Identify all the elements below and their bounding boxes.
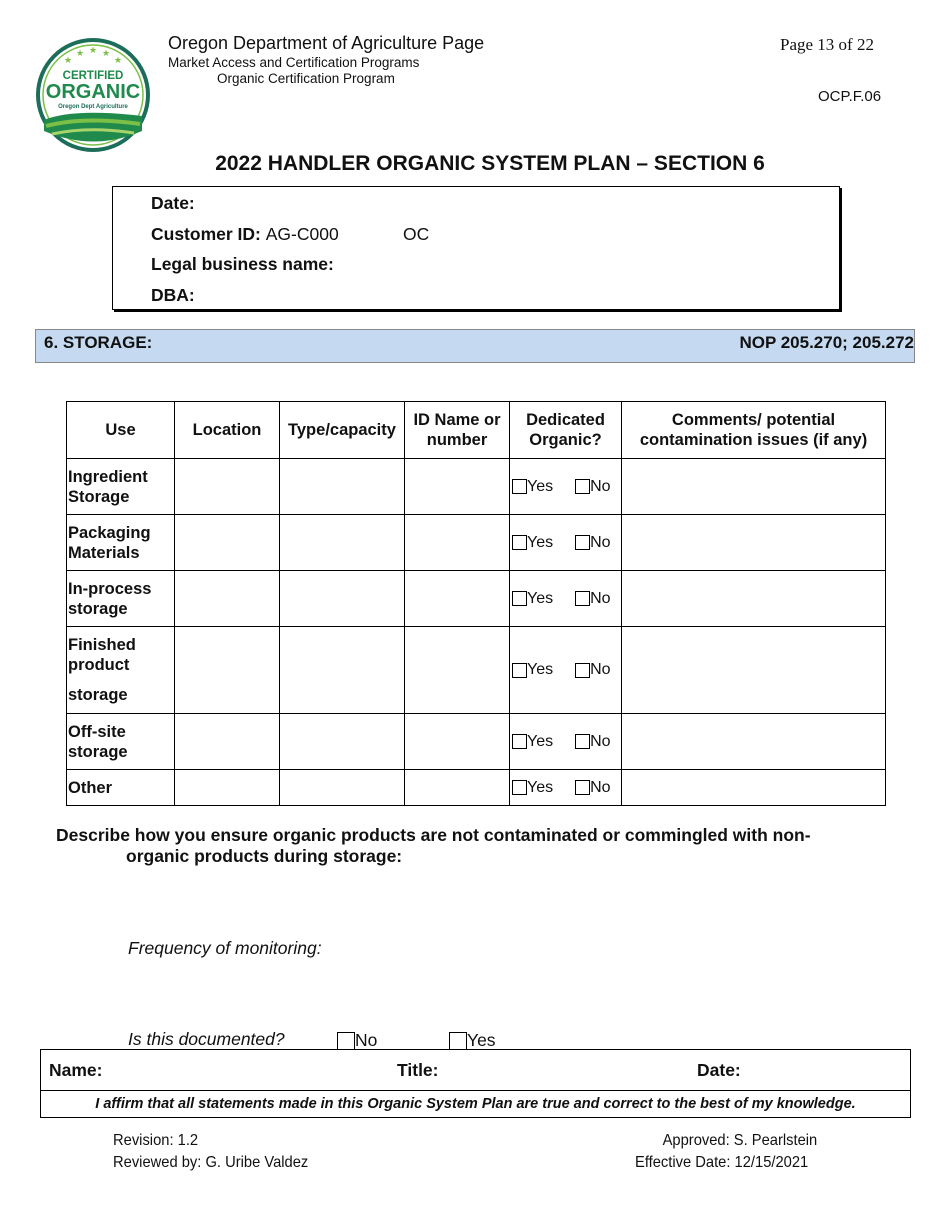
section-reference: NOP 205.270; 205.272 bbox=[739, 333, 914, 352]
agency-name: Oregon Department of Agriculture Page bbox=[168, 33, 485, 53]
svg-text:★: ★ bbox=[113, 56, 123, 66]
use-label-line2: storage bbox=[68, 599, 128, 618]
documented-question bbox=[128, 1029, 496, 1050]
table-row bbox=[67, 459, 886, 515]
storage-table bbox=[66, 401, 886, 806]
date-field[interactable] bbox=[151, 193, 195, 214]
dedicated-no-checkbox[interactable] bbox=[575, 479, 590, 494]
approved-by: Approved: S. Pearlstein bbox=[662, 1132, 818, 1149]
comments-cell[interactable] bbox=[622, 714, 886, 770]
svg-text:★: ★ bbox=[75, 49, 85, 59]
id-cell[interactable] bbox=[405, 459, 510, 515]
document-title: 2022 HANDLER ORGANIC SYSTEM PLAN – SECTION 6 bbox=[215, 152, 765, 175]
frequency-of-monitoring: Frequency of monitoring: bbox=[128, 938, 322, 958]
documented-yes-checkbox[interactable] bbox=[449, 1032, 467, 1050]
section-title: 6. STORAGE: bbox=[44, 333, 153, 352]
table-row bbox=[67, 714, 886, 770]
type-cell[interactable] bbox=[280, 515, 405, 571]
col-header-id: ID Name or number bbox=[405, 402, 510, 459]
customer-id-suffix: OC bbox=[403, 224, 430, 244]
use-cell bbox=[67, 515, 175, 571]
location-cell[interactable] bbox=[175, 459, 280, 515]
id-cell[interactable] bbox=[405, 770, 510, 806]
id-cell[interactable] bbox=[405, 714, 510, 770]
customer-id-value: AG-C000 bbox=[265, 224, 339, 244]
customer-id-field[interactable] bbox=[151, 224, 751, 245]
logo-main-text: ORGANIC bbox=[45, 81, 141, 103]
revision: Revision: 1.2 bbox=[113, 1132, 199, 1149]
name-label: Name: bbox=[49, 1060, 103, 1080]
use-cell bbox=[67, 459, 175, 515]
table-row bbox=[67, 770, 886, 806]
type-cell[interactable] bbox=[280, 714, 405, 770]
contamination-question bbox=[56, 825, 896, 867]
location-cell[interactable] bbox=[175, 714, 280, 770]
use-label-line2: Storage bbox=[68, 487, 130, 506]
dedicated-yes-checkbox[interactable] bbox=[512, 780, 527, 795]
dedicated-yes-label: Yes bbox=[527, 778, 554, 796]
use-label-line2: storage bbox=[68, 742, 128, 761]
legal-name-label: Legal business name: bbox=[151, 254, 334, 274]
signature-date-label: Date: bbox=[697, 1060, 741, 1080]
applicant-info-box bbox=[112, 186, 840, 310]
customer-id-label: Customer ID: bbox=[151, 224, 261, 244]
col-header-location: Location bbox=[175, 402, 280, 459]
use-label-line2: Materials bbox=[68, 543, 140, 562]
dedicated-yes-label: Yes bbox=[527, 732, 554, 750]
svg-text:★: ★ bbox=[63, 56, 73, 66]
location-cell[interactable] bbox=[175, 515, 280, 571]
dba-label: DBA: bbox=[151, 285, 195, 305]
svg-text:★: ★ bbox=[101, 49, 111, 59]
col-header-use: Use bbox=[67, 402, 175, 459]
affirmation-statement: I affirm that all statements made in this Organic System Plan are true and correct to the best of my knowledge. bbox=[95, 1096, 856, 1112]
page-number: Page 13 of 22 bbox=[780, 35, 874, 54]
dedicated-no-checkbox[interactable] bbox=[575, 734, 590, 749]
dedicated-no-label: No bbox=[590, 732, 611, 750]
date-label: Date: bbox=[151, 193, 195, 213]
footer-right bbox=[635, 1130, 817, 1174]
dedicated-organic-cell bbox=[510, 515, 622, 571]
type-cell[interactable] bbox=[280, 627, 405, 714]
dedicated-yes-checkbox[interactable] bbox=[512, 591, 527, 606]
table-row bbox=[67, 515, 886, 571]
location-cell[interactable] bbox=[175, 571, 280, 627]
certified-organic-logo bbox=[34, 36, 152, 154]
dedicated-no-label: No bbox=[590, 661, 611, 678]
form-code: OCP.F.06 bbox=[818, 88, 882, 105]
svg-text:★: ★ bbox=[88, 46, 98, 56]
use-label-line1: Ingredient bbox=[68, 467, 148, 486]
comments-cell[interactable] bbox=[622, 515, 886, 571]
reviewed-by: Reviewed by: G. Uribe Valdez bbox=[113, 1154, 309, 1171]
program-line-1: Market Access and Certification Programs bbox=[168, 55, 420, 70]
question-line-1: Describe how you ensure organic products are not contaminated or commingled with non- bbox=[56, 825, 811, 845]
dedicated-yes-checkbox[interactable] bbox=[512, 535, 527, 550]
location-cell[interactable] bbox=[175, 770, 280, 806]
documented-no-option[interactable] bbox=[337, 1030, 377, 1051]
dedicated-yes-label: Yes bbox=[527, 533, 554, 551]
dedicated-organic-cell bbox=[510, 627, 622, 714]
dedicated-no-label: No bbox=[590, 778, 611, 796]
col-header-dedicated: Dedicated Organic? bbox=[510, 402, 622, 459]
type-cell[interactable] bbox=[280, 571, 405, 627]
logo-top-text: CERTIFIED bbox=[62, 70, 124, 82]
dedicated-organic-cell bbox=[510, 770, 622, 806]
table-row bbox=[67, 627, 886, 714]
comments-cell[interactable] bbox=[622, 627, 886, 714]
dedicated-no-checkbox[interactable] bbox=[575, 591, 590, 606]
documented-yes-label: Yes bbox=[467, 1030, 496, 1050]
dedicated-yes-label: Yes bbox=[527, 589, 554, 607]
effective-date: Effective Date: 12/15/2021 bbox=[635, 1154, 809, 1171]
signature-box bbox=[40, 1049, 911, 1118]
use-cell bbox=[67, 714, 175, 770]
dedicated-organic-cell bbox=[510, 571, 622, 627]
use-label-line1: Off-site bbox=[68, 722, 126, 741]
dedicated-no-checkbox[interactable] bbox=[575, 780, 590, 795]
documented-no-checkbox[interactable] bbox=[337, 1032, 355, 1050]
documented-yes-option[interactable] bbox=[449, 1030, 496, 1051]
dedicated-no-checkbox[interactable] bbox=[575, 663, 590, 678]
col-header-comments: Comments/ potential contamination issues (if any) bbox=[622, 402, 886, 459]
dedicated-no-label: No bbox=[590, 477, 611, 495]
use-label-line1: Packaging bbox=[68, 523, 151, 542]
question-line-2: organic products during storage: bbox=[126, 846, 403, 866]
comments-cell[interactable] bbox=[622, 571, 886, 627]
use-cell bbox=[67, 627, 175, 714]
use-cell bbox=[67, 770, 175, 806]
legal-name-field[interactable] bbox=[151, 254, 334, 275]
location-cell[interactable] bbox=[175, 627, 280, 714]
dedicated-organic-cell bbox=[510, 459, 622, 515]
dedicated-yes-label: Yes bbox=[527, 661, 554, 678]
table-row bbox=[67, 571, 886, 627]
dedicated-organic-cell bbox=[510, 714, 622, 770]
dedicated-no-label: No bbox=[590, 589, 611, 607]
dedicated-yes-label: Yes bbox=[527, 477, 554, 495]
use-label-line1: Finished bbox=[68, 636, 136, 654]
dedicated-yes-checkbox[interactable] bbox=[512, 479, 527, 494]
table-header-row bbox=[67, 402, 886, 459]
col-header-type: Type/capacity bbox=[280, 402, 405, 459]
dedicated-yes-checkbox[interactable] bbox=[512, 663, 527, 678]
use-label-line1: In-process bbox=[68, 579, 152, 598]
comments-cell[interactable] bbox=[622, 770, 886, 806]
use-cell bbox=[67, 571, 175, 627]
type-cell[interactable] bbox=[280, 459, 405, 515]
id-cell[interactable] bbox=[405, 627, 510, 714]
logo-sub-text: Oregon Dept Agriculture bbox=[58, 104, 128, 110]
use-label-line1: Other bbox=[68, 778, 113, 797]
dedicated-no-checkbox[interactable] bbox=[575, 535, 590, 550]
id-cell[interactable] bbox=[405, 571, 510, 627]
program-line-2: Organic Certification Program bbox=[217, 71, 395, 86]
dba-field[interactable] bbox=[151, 285, 195, 306]
type-cell[interactable] bbox=[280, 770, 405, 806]
section-header-bar bbox=[35, 329, 915, 363]
title-label: Title: bbox=[397, 1060, 439, 1080]
comments-cell[interactable] bbox=[622, 459, 886, 515]
signature-row bbox=[41, 1050, 910, 1091]
use-label-line3: storage bbox=[68, 686, 128, 704]
dedicated-yes-checkbox[interactable] bbox=[512, 734, 527, 749]
id-cell[interactable] bbox=[405, 515, 510, 571]
documented-no-label: No bbox=[355, 1030, 378, 1050]
use-label-line2: product bbox=[68, 656, 130, 674]
dedicated-no-label: No bbox=[590, 533, 611, 551]
documented-label: Is this documented? bbox=[128, 1029, 285, 1049]
footer-left bbox=[113, 1130, 308, 1174]
